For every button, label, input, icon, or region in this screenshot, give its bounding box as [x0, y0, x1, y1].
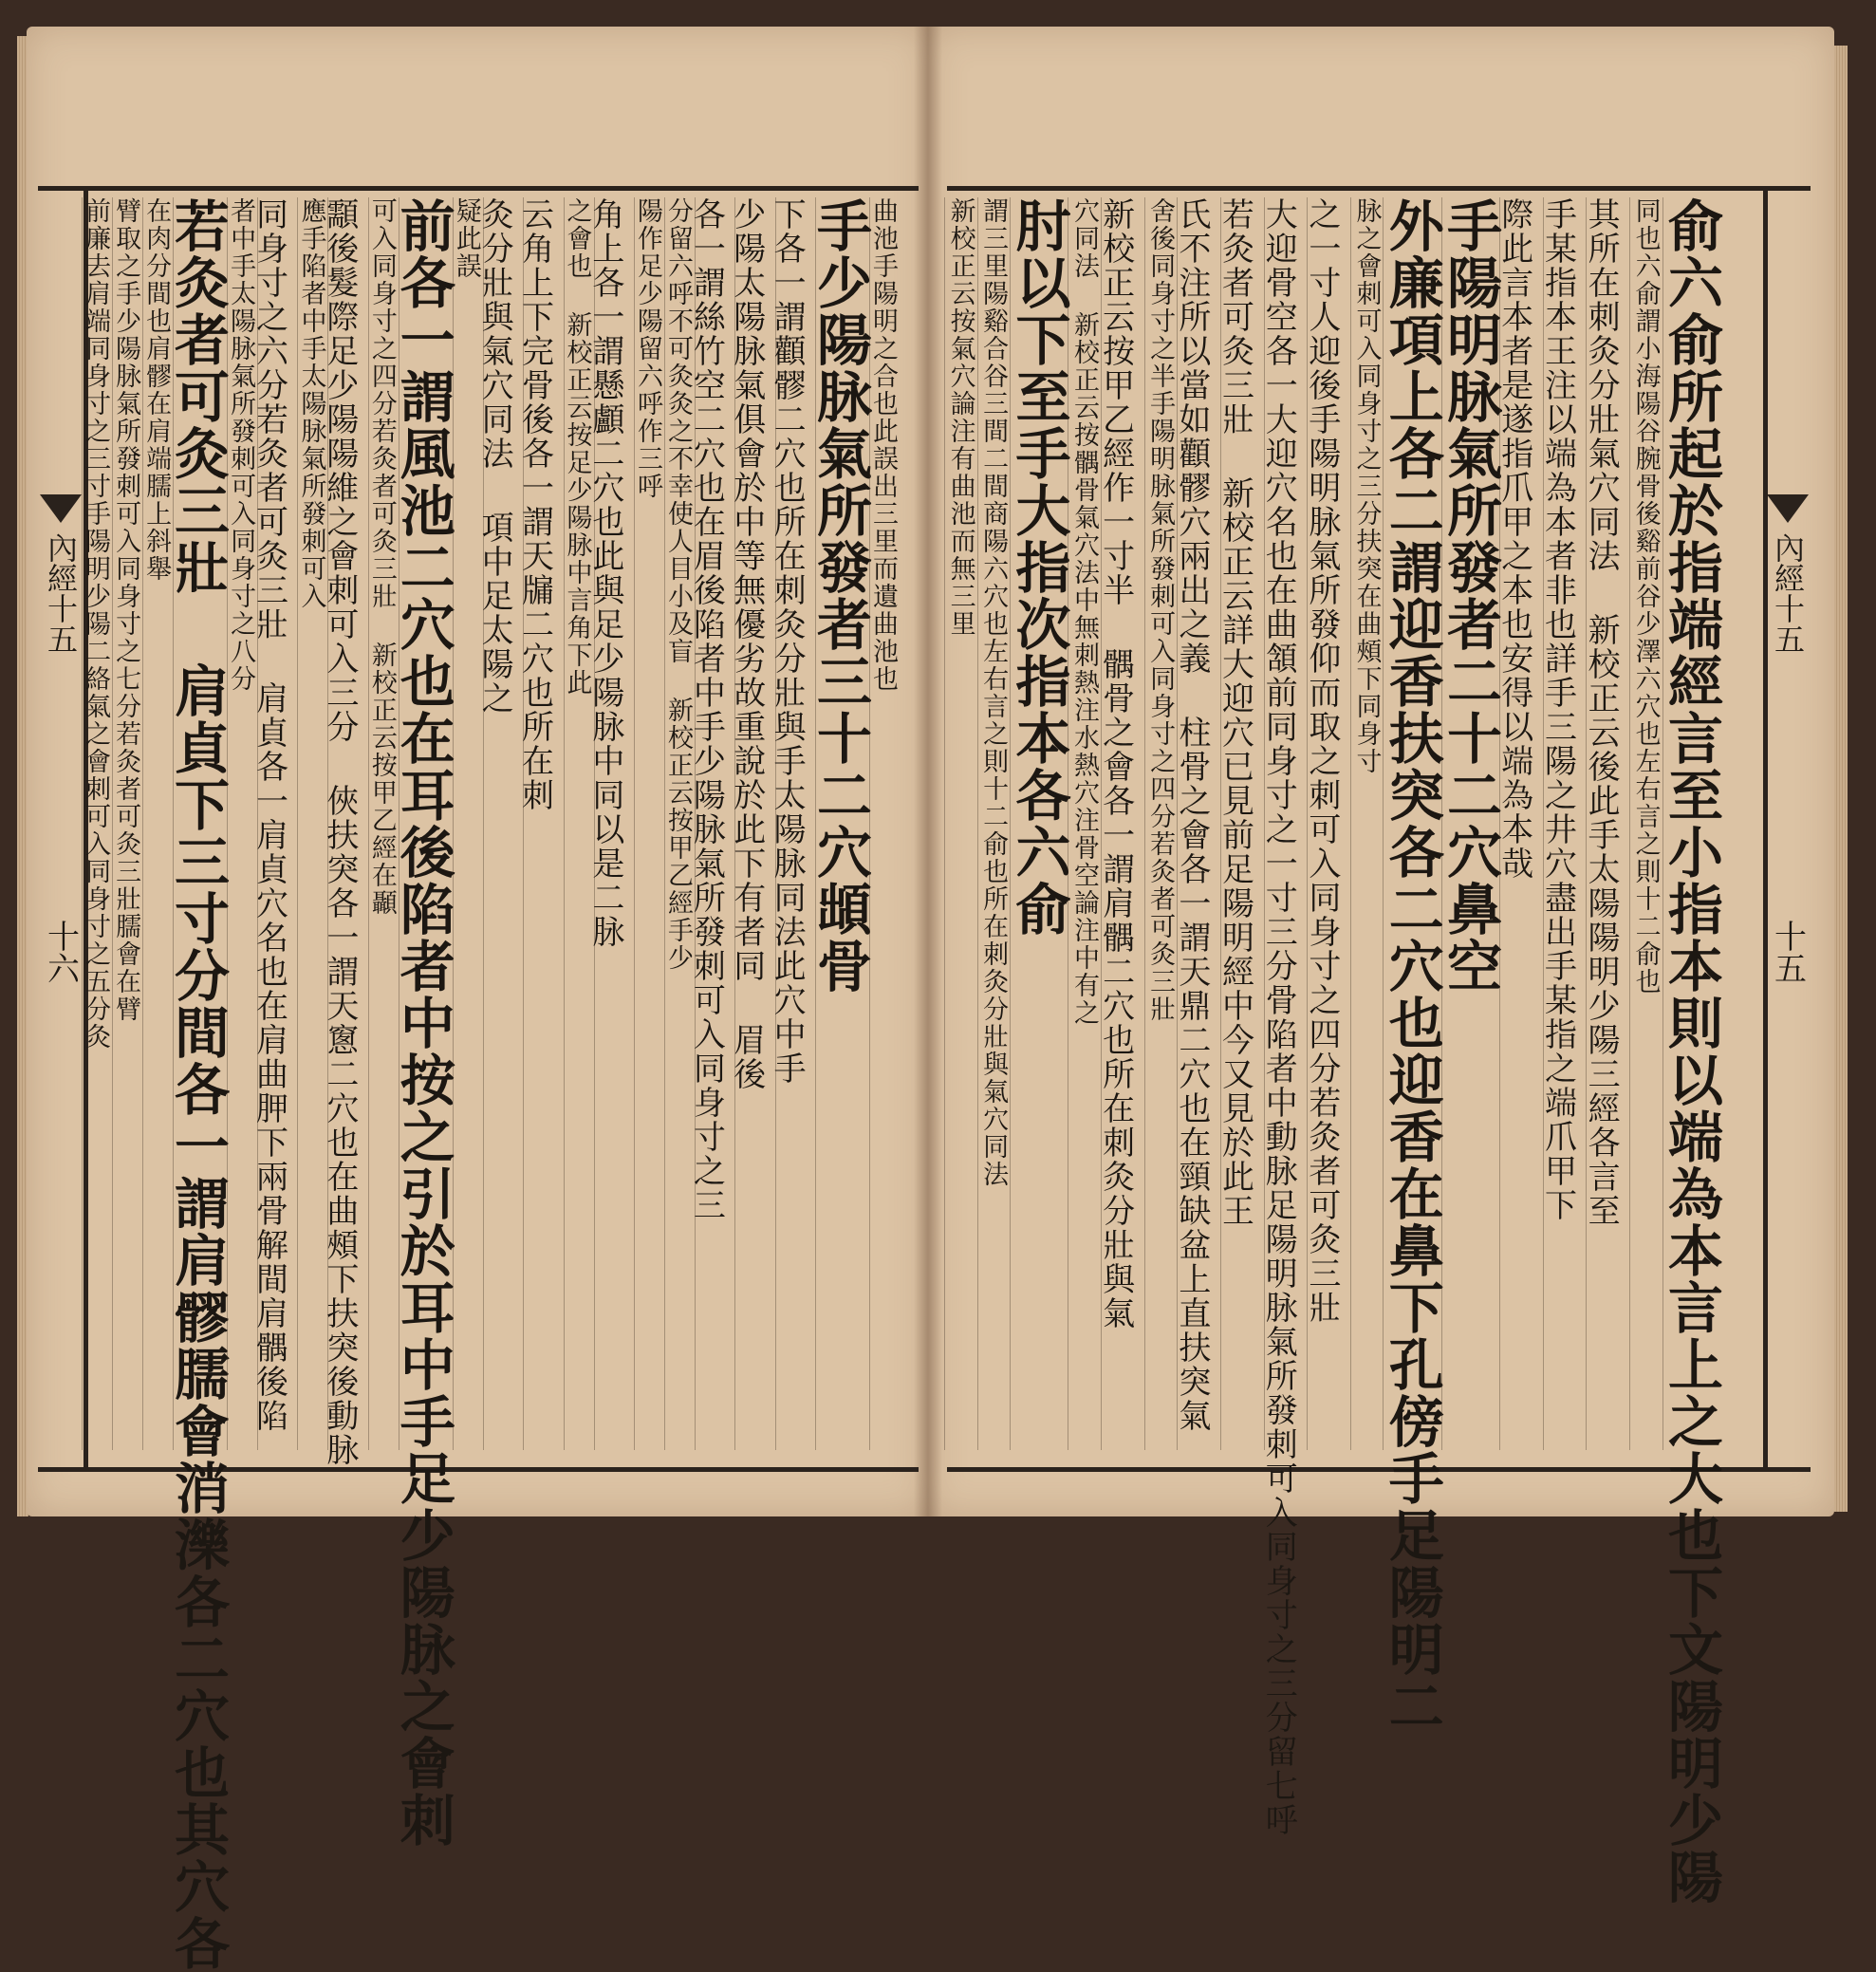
right-banxin — [1765, 186, 1811, 1472]
text-column: 新校正云按氣穴論注有曲池而無三里 — [944, 197, 977, 1450]
text-column: 各一謂絲竹空二穴也在眉後陷者中手少陽脉氣所發刺可入同身寸之三 — [695, 197, 734, 1450]
text-column: 在肉分間也肩髎在肩端臑上斜舉 — [142, 197, 173, 1450]
fish-tail-mark — [1767, 494, 1809, 523]
text-column: 應手陷者中手太陽脉氣所發刺可入 — [297, 197, 327, 1450]
open-book — [27, 27, 1839, 1972]
text-column: 之一寸人迎後手陽明脉氣所發仰而取之刺可入同身寸之四分若灸者可灸三壯 — [1307, 197, 1350, 1450]
text-column: 手陽明脉氣所發者二十二穴鼻空 — [1441, 197, 1499, 1450]
text-column: 前各一謂風池二穴也在耳後陷者中按之引於耳中手足少陽脉之會刺 — [390, 197, 455, 1849]
left-text-columns — [81, 197, 900, 1972]
right-text-columns — [945, 197, 1723, 1906]
text-column: 顬後髮際足少陽陽維之會刺可入三分 俠扶突各一謂天窻二穴也在曲頰下扶突後動脉 — [327, 197, 367, 1450]
left-banxin — [38, 186, 84, 1472]
text-column: 其所在刺灸分壯氣穴同法 新校正云後此手太陽陽明少陽三經各言至 — [1586, 197, 1629, 1450]
text-column: 疑此誤 — [453, 197, 483, 1450]
text-column: 氏不注所以當如顴髎穴兩出之義 柱骨之會各一謂天鼎二穴也在頸缺盆上直扶突氣 — [1177, 197, 1220, 1450]
text-column: 謂三里陽谿合谷三間二間商陽六穴也左右言之則十二俞也所在刺灸分壯與氣穴同法 — [977, 197, 1011, 1450]
text-column: 云角上下完骨後各一謂天牖二穴也所在刺 — [523, 197, 563, 1450]
text-column: 若灸者可灸三壯 新校正云詳大迎穴已見前足陽明經中今又見於此王 — [1220, 197, 1264, 1450]
text-column: 若灸者可灸三壯 肩貞下三寸分間各一謂肩髎臑會消濼各二穴也其穴各 — [165, 197, 231, 1972]
right-page-edges — [1834, 46, 1848, 1512]
text-column: 舍後同身寸之半手陽明脉氣所發刺可入同身寸之四分若灸者可灸三壯 — [1144, 197, 1178, 1450]
text-column: 同身寸之六分若灸者可灸三壯 肩貞各一肩貞穴名也在肩曲胛下兩骨解間肩髃後陷 — [257, 197, 297, 1450]
text-column: 穴同法 新校正云按髃骨氣穴法中無刺熱注水熱穴注骨空論注中有之 — [1068, 197, 1101, 1450]
page-number: 十五 — [1768, 920, 1807, 984]
text-column: 新校正云按甲乙經作一寸半 髃骨之會各一謂肩髃二穴也所在刺灸分壯與氣 — [1101, 197, 1144, 1450]
text-column: 灸分壯與氣穴同法 項中足太陽之 — [483, 197, 523, 1450]
text-column: 際此言本者是遂指爪甲之本也安得以端為本哉 — [1499, 197, 1543, 1450]
text-column: 可入同身寸之四分若灸者可灸三壯 新校正云按甲乙經在顳 — [368, 197, 399, 1450]
text-column: 脉之會刺可入同身寸之三分扶突在曲頰下同身寸 — [1350, 197, 1384, 1450]
text-column: 手少陽脉氣所發者三十二穴䪼骨 — [815, 197, 869, 1450]
banxin-title: 內經十五 — [1770, 532, 1806, 654]
text-column: 少陽太陽脉氣俱會於中等無優劣故重說於此下有者同 眉後 — [734, 197, 774, 1450]
fish-tail-mark — [40, 494, 82, 523]
banxin-title: 內經十五 — [43, 532, 79, 654]
text-column: 之會也 新校正云按足少陽脉中言角下此 — [564, 197, 594, 1450]
text-column: 外廉項上各二謂迎香扶突各二穴也迎香在鼻下孔傍手足陽明二 — [1379, 197, 1444, 1735]
text-column: 分留六呼不可灸灸之不幸使人目小及盲 新校正云按甲乙經手少 — [664, 197, 695, 1450]
text-column: 同也六俞謂小海陽谷腕骨後谿前谷少澤六穴也左右言之則十二俞也 — [1629, 197, 1662, 1450]
text-column: 俞六俞所起於指端經言至小指本則以端為本言上之大也下文陽明少陽 — [1659, 197, 1723, 1906]
text-column: 角上各一謂懸顱二穴也此與足少陽脉中同以是二脉 — [594, 197, 634, 1450]
text-column: 手某指本王注以端為本者非也詳手三陽之井穴盡出手某指之端爪甲下 — [1543, 197, 1587, 1450]
text-column: 者中手太陽脉氣所發刺可入同身寸之八分 — [227, 197, 257, 1450]
page-number: 十六 — [41, 920, 80, 984]
text-column: 臂取之手少陽脉氣所發刺可入同身寸之七分若灸者可灸三壯臑會在臂 — [112, 197, 142, 1450]
text-column: 大迎骨空各一大迎穴名也在曲頷前同身寸之一寸三分骨陷者中動脉足陽明脉氣所發刺可入同身寸之三分留七呼 — [1264, 197, 1308, 1450]
text-column: 肘以下至手大指次指本各六俞 — [1010, 197, 1068, 1450]
text-column: 下各一謂顴髎二穴也所在刺灸分壯與手太陽脉同法此穴中手 — [775, 197, 815, 1450]
text-column: 曲池手陽明之合也此誤出三里而遺曲池也 — [869, 197, 900, 1450]
text-column: 陽作足少陽留六呼作三呼 — [634, 197, 664, 1450]
text-column: 前廉去肩端同身寸之三寸手陽明少陽二絡氣之會刺可入同身寸之五分灸 — [82, 197, 112, 1450]
